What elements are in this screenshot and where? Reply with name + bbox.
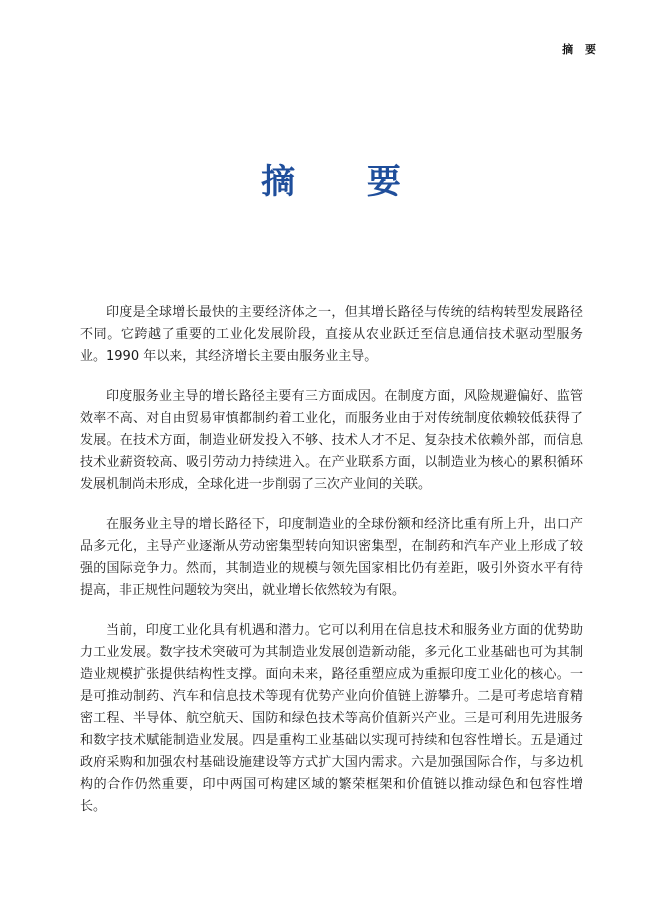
running-header: 摘 要 [562, 43, 600, 56]
abstract-paragraph-2: 印度服务业主导的增长路径主要有三方面成因。在制度方面，风险规避偏好、监管效率不高、对自由贸易审慎都制约着工业化，而服务业由于对传统制度依赖较低获得了发展。在技术方面，制造业研发投入不够、技术人才不足、复杂技术依赖外部，而信息技术业薪资较高、吸引劳动力持续进入。在产业联系方面，以制造业为核心的累积循环发展机制尚未形成，全球化进一步削弱了三次产业间的关联。 [80, 389, 583, 492]
page-title: 摘 要 [261, 162, 431, 202]
abstract-paragraph-1: 印度是全球增长最快的主要经济体之一，但其增长路径与传统的结构转型发展路径不同。它跨越了重要的工业化发展阶段，直接从农业跃迁至信息通信技术驱动型服务业。1990 年以来，其经济增长主要由服务业主导。 [80, 305, 583, 364]
abstract-body [80, 302, 583, 836]
abstract-paragraph-3: 在服务业主导的增长路径下，印度制造业的全球份额和经济比重有所上升，出口产品多元化，主导产业逐渐从劳动密集型转向知识密集型，在制药和汽车产业上形成了较强的国际竞争力。然而，其制造业的规模与领先国家相比仍有差距，吸引外资水平有待提高，非正规性问题较为突出，就业增长依然较为有限。 [80, 517, 583, 598]
abstract-paragraph-4: 当前，印度工业化具有机遇和潜力。它可以利用在信息技术和服务业方面的优势助力工业发展。数字技术突破可为其制造业发展创造新动能，多元化工业基础也可为其制造业规模扩张提供结构性支撑。面向未来，路径重塑应成为重振印度工业化的核心。一是可推动制药、汽车和信息技术等现有优势产业向价值链上游攀升。二是可考虑培育精密工程、半导体、航空航天、国防和绿色技术等高价值新兴产业。三是可利用先进服务和数字技术赋能制造业发展。四是重构工业基础以实现可持续和包容性增长。五是通过政府采购和加强农村基础设施建设等方式扩大国内需求。六是加强国际合作，与多边机构的合作仍然重要，印中两国可构建区域的繁荣框架和价值链以推动绿色和包容性增长。 [80, 623, 583, 814]
